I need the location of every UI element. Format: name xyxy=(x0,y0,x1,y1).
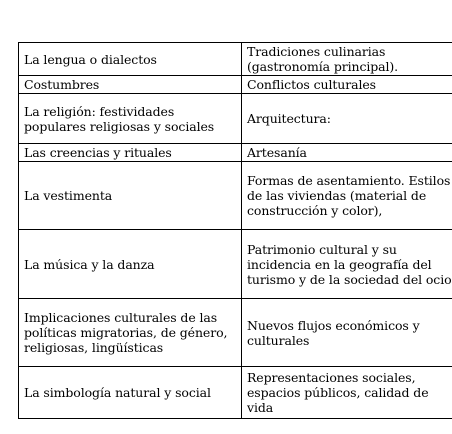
table-cell-left: La vestimenta xyxy=(19,162,242,230)
table-cell-right: Formas de asentamiento. Estilos de las viviendas (material de construcción y color), xyxy=(242,162,452,230)
table-row xyxy=(19,230,452,299)
table-row xyxy=(19,76,452,94)
table-row xyxy=(19,367,452,419)
table-cell-right: Artesanía xyxy=(242,144,452,162)
table-cell-left: La religión: festividades populares religiosas y sociales xyxy=(19,94,242,144)
cultural-elements-table xyxy=(18,42,452,419)
table-row xyxy=(19,43,452,76)
table-row xyxy=(19,162,452,230)
table-cell-left: Costumbres xyxy=(19,76,242,94)
table-row xyxy=(19,94,452,144)
table-row xyxy=(19,299,452,367)
table-cell-left: La lengua o dialectos xyxy=(19,43,242,76)
table-cell-left: Implicaciones culturales de las políticas migratorias, de género, religiosas, lingüísticas xyxy=(19,299,242,367)
table-cell-right: Tradiciones culinarias (gastronomía principal). xyxy=(242,43,452,76)
table-cell-right: Patrimonio cultural y su incidencia en la geografía del turismo y de la sociedad del ocio xyxy=(242,230,452,299)
table-cell-right: Conflictos culturales xyxy=(242,76,452,94)
table-cell-right: Representaciones sociales, espacios públicos, calidad de vida xyxy=(242,367,452,419)
table-cell-right: Arquitectura: xyxy=(242,94,452,144)
table-row xyxy=(19,144,452,162)
table-cell-left: La simbología natural y social xyxy=(19,367,242,419)
table-cell-right: Nuevos flujos económicos y culturales xyxy=(242,299,452,367)
table-cell-left: La música y la danza xyxy=(19,230,242,299)
table-cell-left: Las creencias y rituales xyxy=(19,144,242,162)
